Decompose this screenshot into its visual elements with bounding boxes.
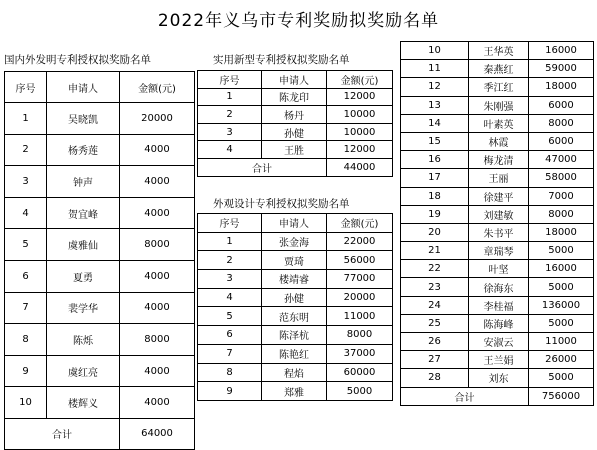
table-row	[401, 223, 594, 241]
applicant-cell: 李桂福	[469, 296, 529, 314]
applicant-cell: 夏勇	[47, 260, 120, 292]
amount-cell: 59000	[529, 60, 594, 78]
table-header-row	[198, 71, 393, 89]
invention-award-table	[4, 71, 195, 450]
index-cell: 7	[5, 292, 47, 324]
utility-award-table	[197, 70, 393, 177]
index-cell: 25	[401, 314, 469, 332]
amount-cell: 10000	[327, 106, 393, 124]
index-cell: 2	[198, 251, 262, 270]
applicant-cell: 楼靖睿	[262, 270, 327, 289]
amount-cell: 8000	[529, 114, 594, 132]
header-cell: 序号	[198, 71, 262, 89]
index-cell: 8	[5, 324, 47, 356]
table-row	[198, 382, 393, 401]
table-row	[198, 326, 393, 345]
table-row	[5, 166, 195, 198]
total-value: 64000	[120, 418, 195, 449]
table-row	[198, 270, 393, 289]
design-continued-table-body	[401, 42, 594, 406]
index-cell: 8	[198, 363, 262, 382]
applicant-cell: 虞雅仙	[47, 229, 120, 261]
amount-cell: 5000	[327, 382, 393, 401]
applicant-cell: 孙健	[262, 288, 327, 307]
table-row	[401, 114, 594, 132]
index-cell: 10	[5, 387, 47, 419]
total-row	[198, 158, 393, 176]
index-cell: 3	[5, 166, 47, 198]
table-row	[198, 123, 393, 141]
amount-cell: 18000	[529, 223, 594, 241]
table-row	[401, 187, 594, 205]
header-cell: 金额(元)	[327, 214, 393, 233]
applicant-cell: 陈龙印	[262, 88, 327, 106]
applicant-cell: 贾琦	[262, 251, 327, 270]
amount-cell: 4000	[120, 387, 195, 419]
table-row	[401, 78, 594, 96]
header-cell: 申请人	[262, 71, 327, 89]
table-row	[198, 251, 393, 270]
applicant-cell: 叶坚	[469, 260, 529, 278]
amount-cell: 4000	[120, 260, 195, 292]
applicant-cell: 梅龙清	[469, 151, 529, 169]
header-cell: 金额(元)	[120, 72, 195, 103]
applicant-cell: 王华英	[469, 42, 529, 60]
table-row	[198, 141, 393, 159]
table-row	[5, 387, 195, 419]
amount-cell: 16000	[529, 260, 594, 278]
table-row	[5, 355, 195, 387]
table-row	[198, 307, 393, 326]
index-cell: 5	[5, 229, 47, 261]
table-row	[401, 314, 594, 332]
header-cell: 序号	[5, 72, 47, 103]
header-cell: 金额(元)	[327, 71, 393, 89]
index-cell: 9	[5, 355, 47, 387]
applicant-cell: 孙健	[262, 123, 327, 141]
index-cell: 1	[5, 103, 47, 135]
amount-cell: 60000	[327, 363, 393, 382]
amount-cell: 12000	[327, 88, 393, 106]
amount-cell: 5000	[529, 369, 594, 387]
applicant-cell: 王丽	[469, 169, 529, 187]
applicant-cell: 王兰娟	[469, 351, 529, 369]
applicant-cell: 章瑞琴	[469, 242, 529, 260]
table-row	[401, 278, 594, 296]
index-cell: 24	[401, 296, 469, 314]
amount-cell: 11000	[529, 333, 594, 351]
total-label: 合计	[401, 387, 529, 405]
applicant-cell: 楼辉义	[47, 387, 120, 419]
applicant-cell: 徐海东	[469, 278, 529, 296]
index-cell: 4	[198, 288, 262, 307]
total-label: 合计	[198, 158, 327, 176]
index-cell: 4	[5, 197, 47, 229]
amount-cell: 4000	[120, 292, 195, 324]
table-row	[401, 42, 594, 60]
table-row	[401, 260, 594, 278]
index-cell: 23	[401, 278, 469, 296]
table-row	[401, 151, 594, 169]
table-row	[198, 106, 393, 124]
utility-table-caption: 实用新型专利授权拟奖励名单	[213, 54, 350, 66]
table-row	[401, 60, 594, 78]
amount-cell: 20000	[327, 288, 393, 307]
amount-cell: 136000	[529, 296, 594, 314]
index-cell: 6	[5, 260, 47, 292]
amount-cell: 12000	[327, 141, 393, 159]
table-row	[5, 292, 195, 324]
index-cell: 10	[401, 42, 469, 60]
applicant-cell: 程焰	[262, 363, 327, 382]
applicant-cell: 杨秀莲	[47, 134, 120, 166]
invention-table-body	[5, 72, 195, 450]
applicant-cell: 郑雅	[262, 382, 327, 401]
applicant-cell: 贺宜峰	[47, 197, 120, 229]
amount-cell: 4000	[120, 166, 195, 198]
applicant-cell: 朱书平	[469, 223, 529, 241]
amount-cell: 37000	[327, 344, 393, 363]
index-cell: 3	[198, 123, 262, 141]
index-cell: 2	[5, 134, 47, 166]
header-cell: 申请人	[47, 72, 120, 103]
applicant-cell: 陈烁	[47, 324, 120, 356]
header-cell: 申请人	[262, 214, 327, 233]
table-row	[401, 132, 594, 150]
applicant-cell: 吴晓凯	[47, 103, 120, 135]
applicant-cell: 陈海峰	[469, 314, 529, 332]
index-cell: 2	[198, 106, 262, 124]
applicant-cell: 徐建平	[469, 187, 529, 205]
amount-cell: 6000	[529, 132, 594, 150]
index-cell: 7	[198, 344, 262, 363]
index-cell: 20	[401, 223, 469, 241]
index-cell: 16	[401, 151, 469, 169]
amount-cell: 8000	[327, 326, 393, 345]
index-cell: 15	[401, 132, 469, 150]
applicant-cell: 张金海	[262, 232, 327, 251]
amount-cell: 18000	[529, 78, 594, 96]
table-row	[401, 205, 594, 223]
applicant-cell: 朱刚强	[469, 96, 529, 114]
table-row	[401, 96, 594, 114]
page-title: 2022年义乌市专利奖励拟奖励名单	[157, 11, 440, 31]
design-award-table-continued	[400, 41, 594, 406]
applicant-cell: 刘东	[469, 369, 529, 387]
index-cell: 28	[401, 369, 469, 387]
amount-cell: 6000	[529, 96, 594, 114]
applicant-cell: 王胜	[262, 141, 327, 159]
amount-cell: 58000	[529, 169, 594, 187]
applicant-cell: 虞红亮	[47, 355, 120, 387]
index-cell: 13	[401, 96, 469, 114]
table-row	[5, 134, 195, 166]
amount-cell: 16000	[529, 42, 594, 60]
table-row	[401, 369, 594, 387]
index-cell: 17	[401, 169, 469, 187]
index-cell: 11	[401, 60, 469, 78]
table-row	[5, 324, 195, 356]
design-table-caption: 外观设计专利授权拟奖励名单	[213, 198, 350, 210]
applicant-cell: 季江红	[469, 78, 529, 96]
index-cell: 14	[401, 114, 469, 132]
header-cell: 序号	[198, 214, 262, 233]
amount-cell: 5000	[529, 278, 594, 296]
amount-cell: 26000	[529, 351, 594, 369]
applicant-cell: 陈艳红	[262, 344, 327, 363]
design-award-table	[197, 213, 393, 401]
table-row	[401, 169, 594, 187]
amount-cell: 7000	[529, 187, 594, 205]
applicant-cell: 范东明	[262, 307, 327, 326]
total-value: 756000	[529, 387, 594, 405]
table-row	[401, 242, 594, 260]
amount-cell: 56000	[327, 251, 393, 270]
amount-cell: 22000	[327, 232, 393, 251]
amount-cell: 4000	[120, 355, 195, 387]
amount-cell: 4000	[120, 197, 195, 229]
index-cell: 3	[198, 270, 262, 289]
total-row	[401, 387, 594, 405]
index-cell: 19	[401, 205, 469, 223]
applicant-cell: 秦燕红	[469, 60, 529, 78]
design-table-body	[198, 214, 393, 401]
applicant-cell: 刘建敏	[469, 205, 529, 223]
index-cell: 12	[401, 78, 469, 96]
applicant-cell: 裴学华	[47, 292, 120, 324]
applicant-cell: 陈泽杭	[262, 326, 327, 345]
total-row	[5, 418, 195, 449]
index-cell: 1	[198, 88, 262, 106]
applicant-cell: 钟声	[47, 166, 120, 198]
table-row	[401, 333, 594, 351]
table-row	[5, 260, 195, 292]
amount-cell: 77000	[327, 270, 393, 289]
invention-table-caption: 国内外发明专利授权拟奖励名单	[4, 54, 151, 66]
index-cell: 26	[401, 333, 469, 351]
utility-table-body	[198, 71, 393, 177]
index-cell: 27	[401, 351, 469, 369]
table-row	[198, 363, 393, 382]
amount-cell: 47000	[529, 151, 594, 169]
amount-cell: 10000	[327, 123, 393, 141]
table-row	[401, 296, 594, 314]
index-cell: 21	[401, 242, 469, 260]
table-row	[198, 288, 393, 307]
total-label: 合计	[5, 418, 120, 449]
index-cell: 22	[401, 260, 469, 278]
index-cell: 6	[198, 326, 262, 345]
table-row	[5, 197, 195, 229]
applicant-cell: 叶素英	[469, 114, 529, 132]
table-row	[198, 88, 393, 106]
index-cell: 5	[198, 307, 262, 326]
amount-cell: 8000	[120, 229, 195, 261]
table-header-row	[5, 72, 195, 103]
amount-cell: 5000	[529, 242, 594, 260]
amount-cell: 8000	[120, 324, 195, 356]
index-cell: 9	[198, 382, 262, 401]
table-row	[401, 351, 594, 369]
amount-cell: 4000	[120, 134, 195, 166]
table-row	[5, 103, 195, 135]
amount-cell: 20000	[120, 103, 195, 135]
total-value: 44000	[327, 158, 393, 176]
applicant-cell: 林霞	[469, 132, 529, 150]
amount-cell: 5000	[529, 314, 594, 332]
index-cell: 4	[198, 141, 262, 159]
amount-cell: 11000	[327, 307, 393, 326]
index-cell: 18	[401, 187, 469, 205]
table-row	[5, 229, 195, 261]
table-header-row	[198, 214, 393, 233]
table-row	[198, 232, 393, 251]
table-row	[198, 344, 393, 363]
amount-cell: 8000	[529, 205, 594, 223]
index-cell: 1	[198, 232, 262, 251]
applicant-cell: 杨丹	[262, 106, 327, 124]
applicant-cell: 安淑云	[469, 333, 529, 351]
